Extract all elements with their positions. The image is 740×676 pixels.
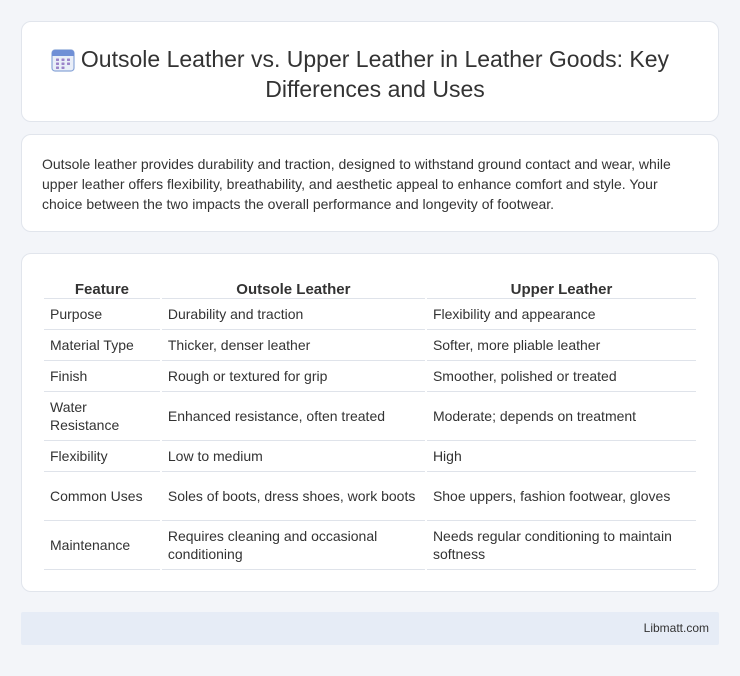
cell-feature: Flexibility — [44, 441, 160, 472]
cell-outsole: Durability and traction — [162, 299, 425, 330]
page-title: Outsole Leather vs. Upper Leather in Leather Goods: Key Differences and Uses — [80, 46, 670, 102]
comparison-table — [42, 274, 698, 570]
table-row — [44, 361, 696, 392]
cell-outsole: Soles of boots, dress shoes, work boots — [162, 472, 425, 521]
table-row — [44, 521, 696, 570]
cell-feature: Material Type — [44, 330, 160, 361]
cell-feature: Purpose — [44, 299, 160, 330]
table-row — [44, 330, 696, 361]
cell-outsole: Thicker, denser leather — [162, 330, 425, 361]
table-row — [44, 472, 696, 521]
cell-upper: Needs regular conditioning to maintain softness — [427, 521, 696, 570]
cell-feature: Maintenance — [44, 521, 160, 570]
table-row — [44, 392, 696, 441]
cell-upper: Moderate; depends on treatment — [427, 392, 696, 441]
comparison-table-card — [21, 253, 719, 592]
title-card — [21, 21, 719, 122]
footer-bar — [21, 612, 719, 645]
cell-outsole: Requires cleaning and occasional conditioning — [162, 521, 425, 570]
table-header-row — [44, 274, 696, 299]
cell-upper: Flexibility and appearance — [427, 299, 696, 330]
cell-outsole: Rough or textured for grip — [162, 361, 425, 392]
table-row — [44, 441, 696, 472]
cell-feature: Finish — [44, 361, 160, 392]
cell-upper: Shoe uppers, fashion footwear, gloves — [427, 472, 696, 521]
header-upper-leather: Upper Leather — [427, 274, 696, 299]
cell-feature: Water Resistance — [44, 392, 160, 441]
source-link[interactable]: Libmatt.com — [643, 621, 709, 635]
cell-upper: Softer, more pliable leather — [427, 330, 696, 361]
cell-outsole: Low to medium — [162, 441, 425, 472]
cell-outsole: Enhanced resistance, often treated — [162, 392, 425, 441]
cell-upper: Smoother, polished or treated — [427, 361, 696, 392]
cell-upper: High — [427, 441, 696, 472]
table-row — [44, 299, 696, 330]
cell-feature: Common Uses — [44, 472, 160, 521]
intro-paragraph: Outsole leather provides durability and traction, designed to withstand ground contact and wear, while upper leather offers flexibility, breathability, and aesthetic appeal to enhance comfort and style. Your choice between the two impacts the overall performance and longevity of footwear. — [42, 156, 671, 212]
header-outsole-leather: Outsole Leather — [162, 274, 425, 299]
header-feature: Feature — [44, 274, 160, 299]
intro-card — [21, 134, 719, 232]
